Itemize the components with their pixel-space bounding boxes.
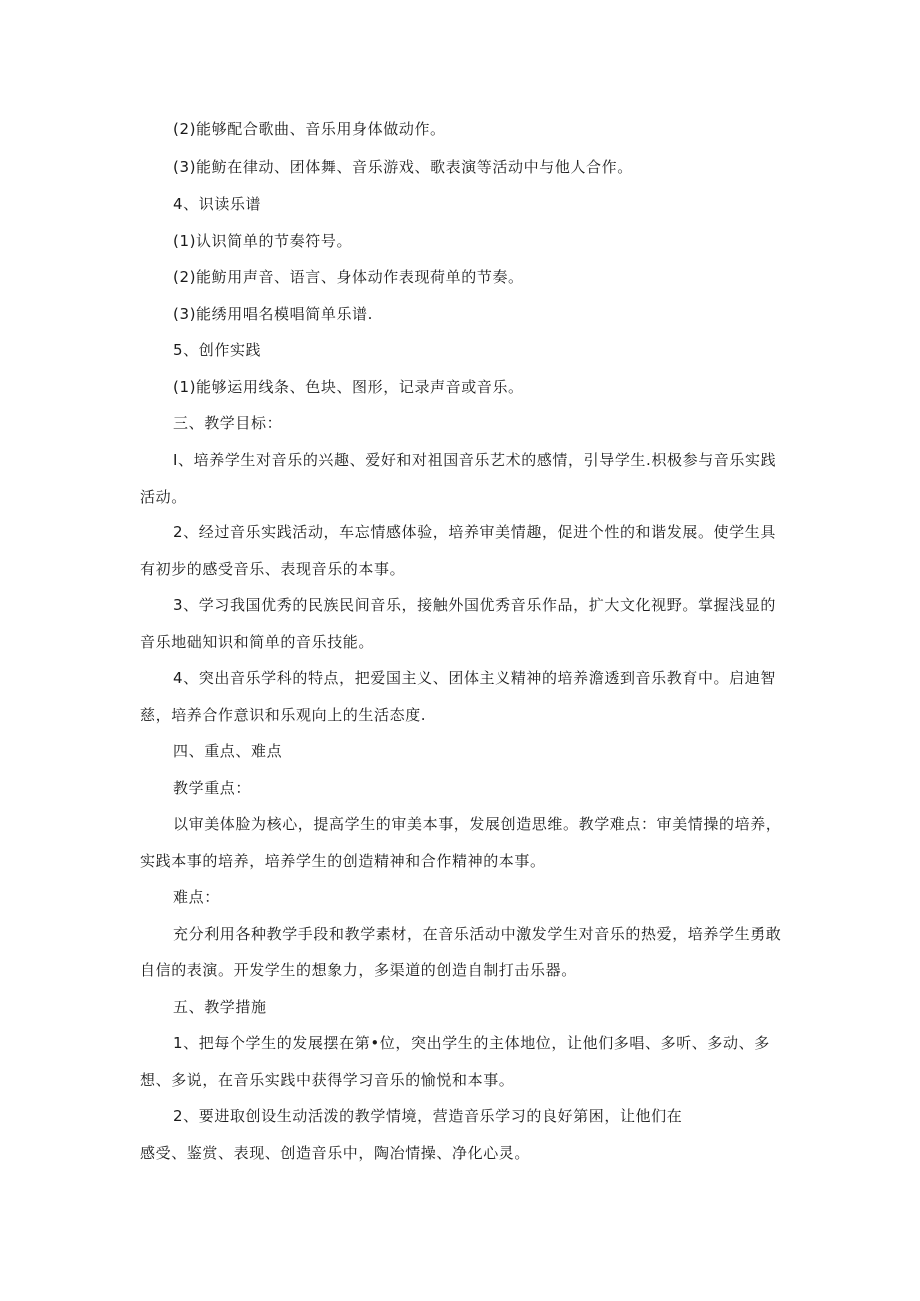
text-line: (3)能绣用唱名模唱简单乐谱. bbox=[173, 305, 374, 323]
sub-heading: 难点： bbox=[173, 888, 220, 906]
text-line: 2、要进取创设生动活泼的教学情境，营造音乐学习的良好第困，让他们在 bbox=[173, 1107, 683, 1125]
text-line: 4、突出音乐学科的特点，把爱国主义、团体主义精神的培养澹透到音乐教育中。启迪智 bbox=[173, 669, 776, 687]
text-line: 1、把每个学生的发展摆在第•位，突出学生的主体地位，让他们多唱、多听、多动、多 bbox=[173, 1034, 770, 1052]
text-line: 自信的表演。开发学生的想象力，多渠道的创造自制打击乐器。 bbox=[140, 961, 577, 979]
text-line: 2、经过音乐实践活动，车忘情感体验，培养审美情趣，促进个性的和谐发展。使学生具 bbox=[173, 523, 776, 541]
section-heading: 三、教学目标： bbox=[173, 414, 283, 432]
text-line: 慈，培养合作意识和乐观向上的生活态度. bbox=[140, 706, 427, 724]
text-line: 3、学习我国优秀的民族民间音乐，接触外国优秀音乐作品，扩大文化视野。掌握浅显的 bbox=[173, 596, 776, 614]
text-line: (1)能够运用线条、色块、图形，记录声音或音乐。 bbox=[173, 378, 524, 396]
text-line: 活动。 bbox=[140, 488, 187, 506]
text-line: 实践本事的培养，培养学生的创造精神和合作精神的本事。 bbox=[140, 852, 546, 870]
text-line: 有初步的感受音乐、表现音乐的本事。 bbox=[140, 560, 406, 578]
text-line: (2)能鲂用声音、语言、身体动作表现荷单的节奏。 bbox=[173, 268, 524, 286]
text-line: 以审美体脸为核心，提高学生的审美本事，发展创造思维。教学难点：审美情操的培养， bbox=[173, 815, 782, 833]
text-line: (2)能够配合歌曲、音乐用身体做动作。 bbox=[173, 120, 446, 138]
section-heading: 四、重点、难点 bbox=[173, 742, 283, 760]
section-heading: 5、创作实践 bbox=[173, 341, 262, 359]
text-line: I、培养学生对音乐的兴趣、爱好和对祖国音乐艺术的感情，引导学生.枳极参与音乐实践 bbox=[173, 451, 777, 469]
section-heading: 4、识读乐谱 bbox=[173, 195, 262, 213]
section-heading: 五、教学措施 bbox=[173, 998, 267, 1016]
text-line: 感受、鉴赏、表现、创造音乐中，陶冶情操、净化心灵。 bbox=[140, 1144, 531, 1162]
text-line: 音乐地础知识和简单的音乐技能。 bbox=[140, 633, 375, 651]
text-line: (1)认识简单的节奏符号。 bbox=[173, 232, 353, 250]
text-line: (3)能鲂在律动、团体舞、音乐游戏、歌表演等活动中与他人合作。 bbox=[173, 158, 633, 176]
sub-heading: 教学重点： bbox=[173, 779, 252, 797]
text-line: 充分利用各种教学手段和教学素材，在音乐活动中激发学生对音乐的热爱，培养学生勇敢 bbox=[173, 925, 782, 943]
text-line: 想、多说，在音乐实践中获得学习音乐的愉悦和本事。 bbox=[140, 1071, 515, 1089]
